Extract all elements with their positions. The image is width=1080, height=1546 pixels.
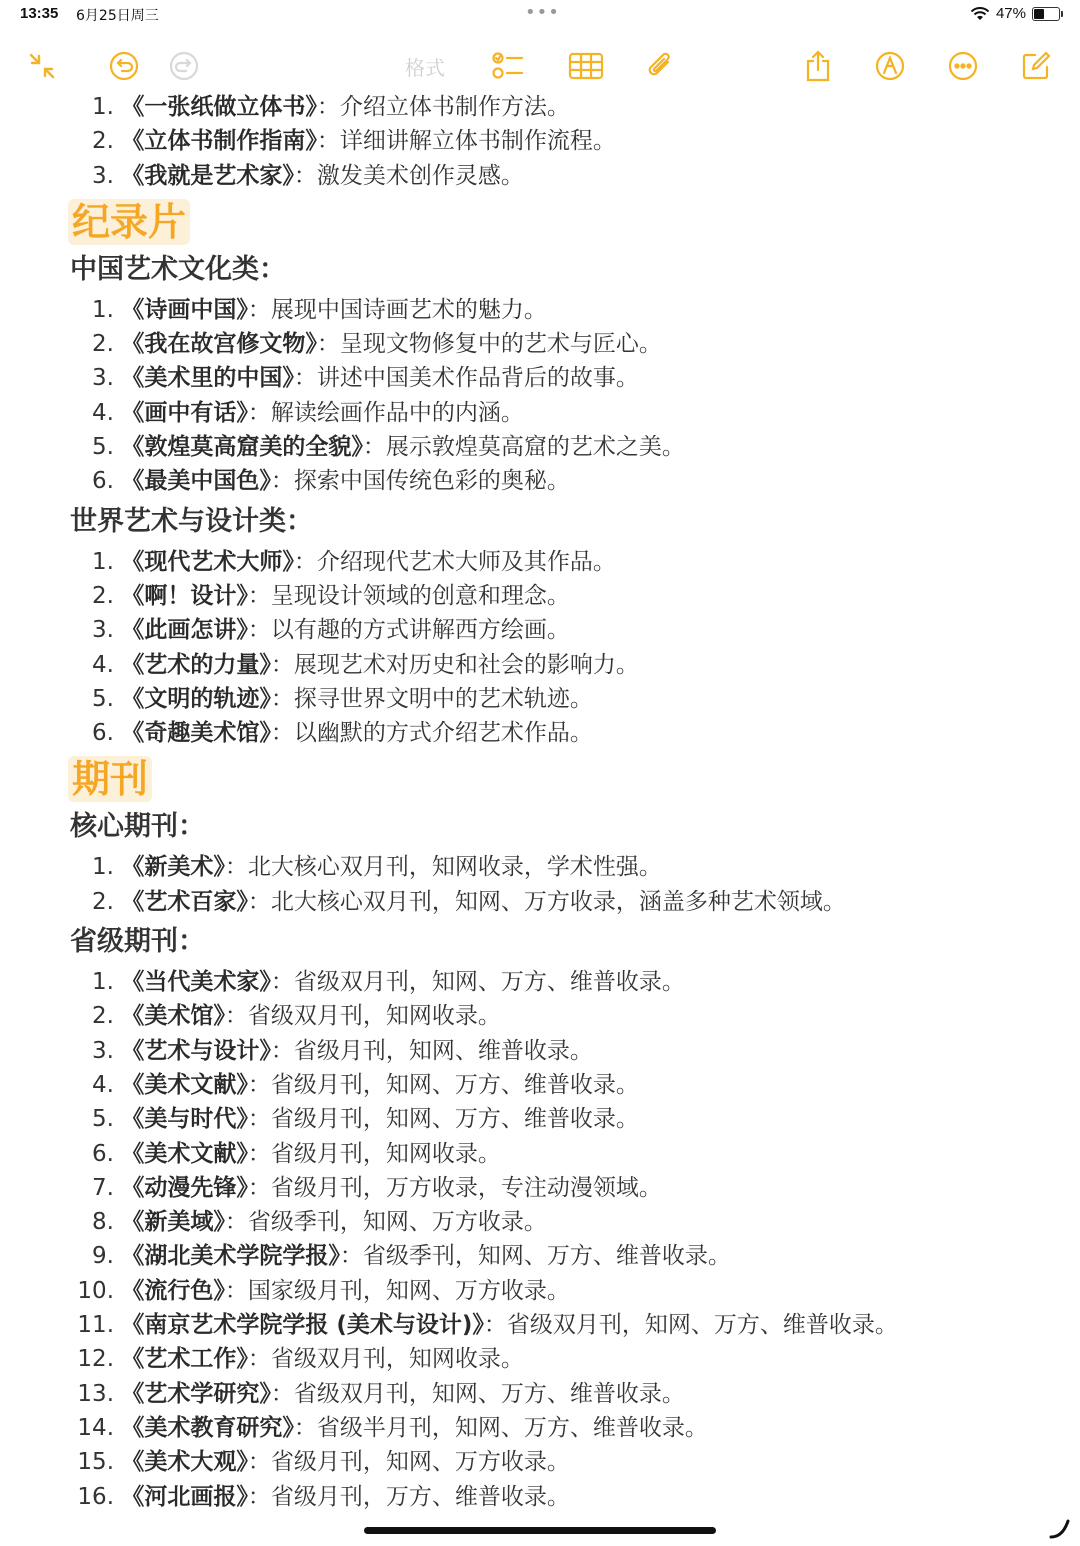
item-title: 《湖北美术学院学报》: [121, 1243, 340, 1270]
list-item: [70, 1239, 1060, 1273]
item-description: ：探索中国传统色彩的奥秘。: [270, 468, 570, 495]
item-description: ：省级季刊，知网、万方、维普收录。: [339, 1243, 731, 1270]
wifi-icon: [970, 7, 990, 21]
list-item: [70, 90, 1060, 124]
list-number: 4.: [92, 1071, 114, 1098]
item-title: 《画中有话》: [121, 399, 248, 426]
list-number: 1.: [92, 548, 114, 575]
list-item: [70, 124, 1060, 158]
item-title: 《敦煌莫高窟美的全貌》: [121, 434, 363, 461]
item-title: 《美与时代》: [121, 1106, 248, 1133]
list-number: 8.: [92, 1209, 114, 1236]
item-description: ：展现中国诗画艺术的魅力。: [247, 296, 547, 323]
list-item: [70, 579, 1060, 613]
undo-button[interactable]: [104, 46, 144, 86]
item-description: ：北大核心双月刊，知网、万方收录，涵盖多种艺术领域。: [247, 888, 846, 915]
list-item: [70, 716, 1060, 750]
item-description: ：国家级月刊，知网、万方收录。: [224, 1277, 570, 1304]
item-title: 《美术文献》: [121, 1071, 248, 1098]
item-title: 《一张纸做立体书》: [121, 94, 317, 120]
list-item: [70, 1171, 1060, 1205]
item-description: ：省级月刊，万方、维普收录。: [247, 1483, 570, 1510]
battery-percent: 47%: [995, 5, 1026, 22]
item-title: 《啊！设计》: [121, 582, 248, 609]
item-description: ：省级双月刊，知网、万方、维普收录。: [483, 1312, 898, 1339]
list-item: [70, 1480, 1060, 1514]
list-item: [70, 293, 1060, 327]
paperclip-icon: [644, 50, 676, 82]
item-description: ：省级月刊，万方收录，专注动漫领域。: [247, 1174, 662, 1201]
list-item: [70, 1411, 1060, 1445]
list-item: [70, 1068, 1060, 1102]
compose-button[interactable]: [1016, 46, 1056, 86]
item-title: 《新美域》: [121, 1209, 225, 1236]
list-number: 5.: [92, 1106, 114, 1133]
redo-button[interactable]: [164, 46, 204, 86]
share-icon: [803, 49, 833, 83]
item-description: ：解读绘画作品中的内涵。: [247, 399, 524, 426]
list-item: [70, 648, 1060, 682]
item-description: ：省级季刊，知网、万方收录。: [224, 1209, 547, 1236]
pen-tip-icon: [874, 50, 906, 82]
list-number: 7.: [92, 1174, 114, 1201]
item-title: 《此画怎讲》: [121, 617, 248, 644]
list-number: 6.: [92, 720, 114, 747]
list-number: 16.: [77, 1483, 114, 1510]
item-title: 《最美中国色》: [121, 468, 271, 495]
list-number: 6.: [92, 468, 114, 495]
section-heading-row: [70, 193, 1060, 247]
list-item: [70, 613, 1060, 647]
item-title: 《艺术学研究》: [121, 1380, 271, 1407]
share-button[interactable]: [798, 46, 838, 86]
list-number: 1.: [92, 94, 114, 120]
item-title: 《艺术工作》: [121, 1346, 248, 1373]
subsection-heading: 中国艺术文化类：: [70, 253, 286, 285]
list-item: [70, 1034, 1060, 1068]
list-number: 4.: [92, 399, 114, 426]
item-title: 《美术里的中国》: [121, 365, 294, 392]
item-description: ：呈现文物修复中的艺术与匠心。: [316, 331, 662, 358]
item-title: 《美术教育研究》: [121, 1414, 294, 1441]
note-body[interactable]: [70, 90, 1060, 1514]
list-number: 3.: [92, 1037, 114, 1064]
item-title: 《现代艺术大师》: [121, 548, 294, 575]
item-title: 《美术大观》: [121, 1449, 248, 1476]
item-description: ：省级双月刊，知网、万方、维普收录。: [270, 969, 685, 996]
checklist-button[interactable]: [488, 46, 528, 86]
item-title: 《新美术》: [121, 854, 225, 881]
item-title: 《奇趣美术馆》: [121, 720, 271, 747]
list-number: 3.: [92, 162, 114, 189]
status-bar: [0, 0, 1080, 30]
list-number: 14.: [77, 1414, 114, 1441]
list-item: [70, 464, 1060, 498]
list-number: 11.: [77, 1312, 114, 1339]
table-icon: [568, 51, 604, 81]
list-number: 9.: [92, 1243, 114, 1270]
list-number: 2.: [92, 128, 114, 155]
item-title: 《艺术百家》: [121, 888, 248, 915]
status-right: [970, 5, 1060, 22]
item-description: ：以幽默的方式介绍艺术作品。: [270, 720, 593, 747]
item-description: ：讲述中国美术作品背后的故事。: [293, 365, 639, 392]
item-description: ：省级月刊，知网、万方、维普收录。: [247, 1106, 639, 1133]
list-number: 13.: [77, 1380, 114, 1407]
list-number: 15.: [77, 1449, 114, 1476]
list-item: [70, 1274, 1060, 1308]
markup-button[interactable]: [870, 46, 910, 86]
list-number: 2.: [92, 582, 114, 609]
item-title: 《南京艺术学院学报 (美术与设计)》: [121, 1312, 484, 1339]
list-number: 2.: [92, 331, 114, 358]
item-description: ：省级半月刊，知网、万方、维普收录。: [293, 1414, 708, 1441]
list-item: [70, 361, 1060, 395]
section-heading-row: [70, 750, 1060, 804]
compose-icon: [1020, 50, 1052, 82]
list-number: 12.: [77, 1346, 114, 1373]
item-title: 《当代美术家》: [121, 969, 271, 996]
apple-pencil-icon[interactable]: [1048, 1515, 1072, 1545]
item-title: 《我就是艺术家》: [121, 162, 294, 189]
more-button[interactable]: [943, 46, 983, 86]
list-item: [70, 885, 1060, 919]
list-item: [70, 430, 1060, 464]
list-item: [70, 850, 1060, 884]
table-button[interactable]: [566, 46, 606, 86]
list-item: [70, 1137, 1060, 1171]
list-number: 1.: [92, 854, 114, 881]
notes-toolbar: [0, 38, 1080, 92]
section-heading: 纪录片: [68, 199, 190, 245]
item-title: 《文明的轨迹》: [121, 685, 271, 712]
list-item: [70, 1377, 1060, 1411]
list-number: 10.: [77, 1277, 114, 1304]
item-description: ：介绍立体书制作方法。: [316, 94, 570, 120]
status-date: 6月25日周三: [76, 8, 159, 24]
list-item: [70, 545, 1060, 579]
section-heading: 期刊: [68, 756, 152, 802]
undo-icon: [108, 50, 140, 82]
item-title: 《动漫先锋》: [121, 1174, 248, 1201]
item-description: ：呈现设计领域的创意和理念。: [247, 582, 570, 609]
status-time: 13:35: [20, 5, 59, 22]
item-description: ：省级双月刊，知网收录。: [224, 1003, 501, 1030]
item-title: 《艺术的力量》: [121, 651, 271, 678]
list-item: [70, 1445, 1060, 1479]
list-item: [70, 396, 1060, 430]
item-title: 《我在故宫修文物》: [121, 331, 317, 358]
format-button[interactable]: 格式: [405, 56, 445, 80]
list-item: [70, 327, 1060, 361]
attachment-button[interactable]: [640, 46, 680, 86]
item-description: ：展现艺术对历史和社会的影响力。: [270, 651, 639, 678]
list-number: 2.: [92, 1003, 114, 1030]
item-title: 《河北画报》: [121, 1483, 248, 1510]
item-description: ：省级月刊，知网、万方收录。: [247, 1449, 570, 1476]
battery-icon: [1032, 7, 1060, 21]
item-title: 《美术文献》: [121, 1140, 248, 1167]
item-description: ：省级月刊，知网、万方、维普收录。: [247, 1071, 639, 1098]
item-title: 《诗画中国》: [121, 296, 248, 323]
item-description: ：省级月刊，知网收录。: [247, 1140, 501, 1167]
item-description: ：省级月刊，知网、维普收录。: [270, 1037, 593, 1064]
list-number: 5.: [92, 685, 114, 712]
item-description: ：详细讲解立体书制作流程。: [316, 128, 616, 155]
item-title: 《美术馆》: [121, 1003, 225, 1030]
collapse-button[interactable]: [22, 46, 62, 86]
list-item: [70, 682, 1060, 716]
item-description: ：省级双月刊，知网收录。: [247, 1346, 524, 1373]
home-indicator[interactable]: [364, 1527, 716, 1534]
subsection-heading: 省级期刊：: [70, 926, 205, 958]
item-title: 《艺术与设计》: [121, 1037, 271, 1064]
more-icon: [947, 50, 979, 82]
list-item: [70, 965, 1060, 999]
subsection-heading: 核心期刊：: [70, 811, 205, 843]
item-title: 《流行色》: [121, 1277, 225, 1304]
list-number: 1.: [92, 296, 114, 323]
redo-icon: [168, 50, 200, 82]
item-description: ：激发美术创作灵感。: [293, 162, 524, 189]
list-number: 4.: [92, 651, 114, 678]
list-item: [70, 1342, 1060, 1376]
list-number: 2.: [92, 888, 114, 915]
item-description: ：省级双月刊，知网、万方、维普收录。: [270, 1380, 685, 1407]
list-item: [70, 1205, 1060, 1239]
list-item: [70, 999, 1060, 1033]
list-number: 5.: [92, 434, 114, 461]
collapse-arrows-icon: [27, 51, 57, 81]
battery-tip: [1061, 11, 1063, 17]
list-number: 3.: [92, 617, 114, 644]
list-number: 1.: [92, 969, 114, 996]
checklist-icon: [491, 50, 525, 82]
battery-level: [1034, 9, 1044, 19]
item-description: ：北大核心双月刊，知网收录，学术性强。: [224, 854, 662, 881]
list-item: [70, 159, 1060, 193]
multitasking-dots-icon[interactable]: •••: [525, 2, 560, 23]
list-number: 3.: [92, 365, 114, 392]
item-description: ：探寻世界文明中的艺术轨迹。: [270, 685, 593, 712]
list-item: [70, 1308, 1060, 1342]
item-description: ：介绍现代艺术大师及其作品。: [293, 548, 616, 575]
list-number: 6.: [92, 1140, 114, 1167]
item-title: 《立体书制作指南》: [121, 128, 317, 155]
list-item: [70, 1102, 1060, 1136]
subsection-heading: 世界艺术与设计类：: [70, 505, 313, 537]
item-description: ：以有趣的方式讲解西方绘画。: [247, 617, 570, 644]
item-description: ：展示敦煌莫高窟的艺术之美。: [362, 434, 685, 461]
